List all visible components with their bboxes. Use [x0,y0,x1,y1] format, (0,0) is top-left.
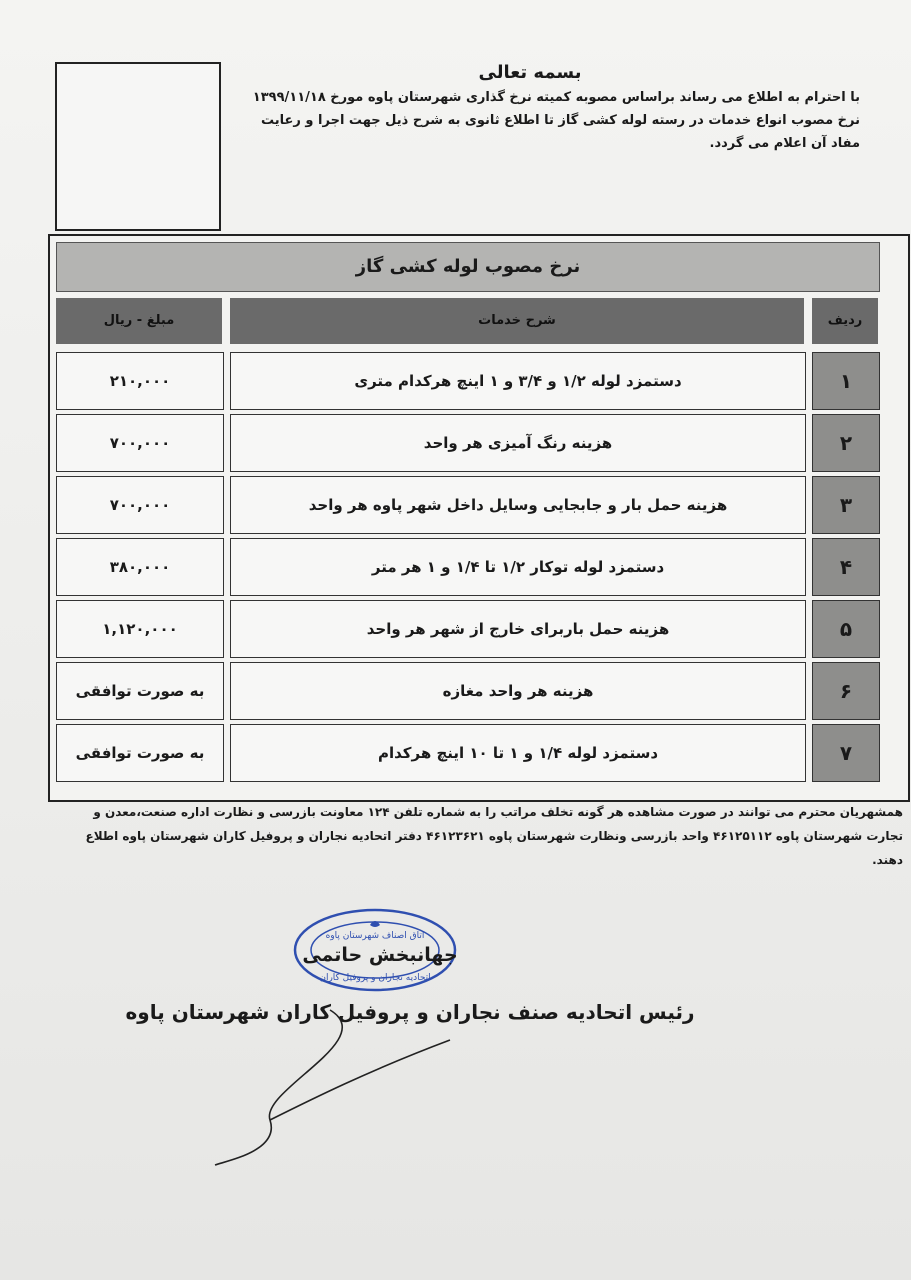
stamp-top-text: اتاق اصناف شهرستان پاوه [325,931,425,941]
stamp-bottom-text: اتحادیه نجاران و پروفیل کاران [319,973,431,983]
table-row [50,724,908,780]
column-header-description: شرح خدمات [230,298,804,344]
footer-notice: همشهریان محترم می توانند در صورت مشاهده هر گونه تخلف مراتب را به شماره تلفن ۱۲۴ معاونت بازرسی و نظارت اداره صنعت،معدن و تجارت شهرستان پاوه ۴۶۱۲۵۱۱۲ واحد بازرسی ونظارت شهرستان پاوه ۴۶۱۲۳۶۲۱ دفتر اتحادیه نجاران و پروفیل کاران شهرستان پاوه اطلاع دهند. [85,805,903,867]
row-amount: ۱,۱۲۰,۰۰۰ [56,600,224,658]
table-row [50,352,908,408]
row-description: هزینه هر واحد مغازه [230,662,806,720]
signer-title: رئیس اتحادیه صنف نجاران و پروفیل کاران شهرستان پاوه [125,1000,695,1024]
row-description: هزینه حمل بار و جابجایی وسایل داخل شهر پاوه هر واحد [230,476,806,534]
row-description: دستمزد لوله ۱/۴ و ۱ تا ۱۰ اینچ هرکدام [230,724,806,782]
row-amount: به صورت توافقی [56,662,224,720]
row-amount: ۳۸۰,۰۰۰ [56,538,224,596]
row-amount: ۲۱۰,۰۰۰ [56,352,224,410]
row-description: هزینه رنگ آمیزی هر واحد [230,414,806,472]
row-amount: به صورت توافقی [56,724,224,782]
signer-name: جهانبخش حاتمی [302,944,458,966]
row-amount: ۷۰۰,۰۰۰ [56,414,224,472]
table-row [50,538,908,594]
table-row [50,414,908,470]
row-amount: ۷۰۰,۰۰۰ [56,476,224,534]
table-title: نرخ مصوب لوله کشی گاز [56,242,880,292]
row-number: ۴ [812,538,880,596]
handwritten-signature-icon [200,1000,460,1170]
row-number: ۶ [812,662,880,720]
row-number: ۲ [812,414,880,472]
row-number: ۳ [812,476,880,534]
table-row [50,476,908,532]
rates-table [48,234,910,802]
column-header-amount: مبلغ - ریال [56,298,222,344]
row-number: ۷ [812,724,880,782]
bismillah-heading: بسمه تعالی [478,62,582,83]
photo-placeholder-box [55,62,221,231]
row-number: ۱ [812,352,880,410]
table-row [50,600,908,656]
row-description: دستمزد لوله توکار ۱/۲ تا ۱/۴ و ۱ هر متر [230,538,806,596]
table-row [50,662,908,718]
intro-paragraph: با احترام به اطلاع می رساند براساس مصوبه کمیته نرخ گذاری شهرستان پاوه مورخ ۱۳۹۹/۱۱/۱۸ نرخ مصوب انواع خدمات در رسته لوله کشی گاز تا اطلاع ثانوی به شرح ذیل جهت اجرا و رعایت مفاد آن اعلام می گردد. [252,90,860,151]
row-number: ۵ [812,600,880,658]
row-description: هزینه حمل باربرای خارج از شهر هر واحد [230,600,806,658]
row-description: دستمزد لوله ۱/۲ و ۳/۴ و ۱ اینچ هرکدام متری [230,352,806,410]
column-header-row-number: ردیف [812,298,878,344]
